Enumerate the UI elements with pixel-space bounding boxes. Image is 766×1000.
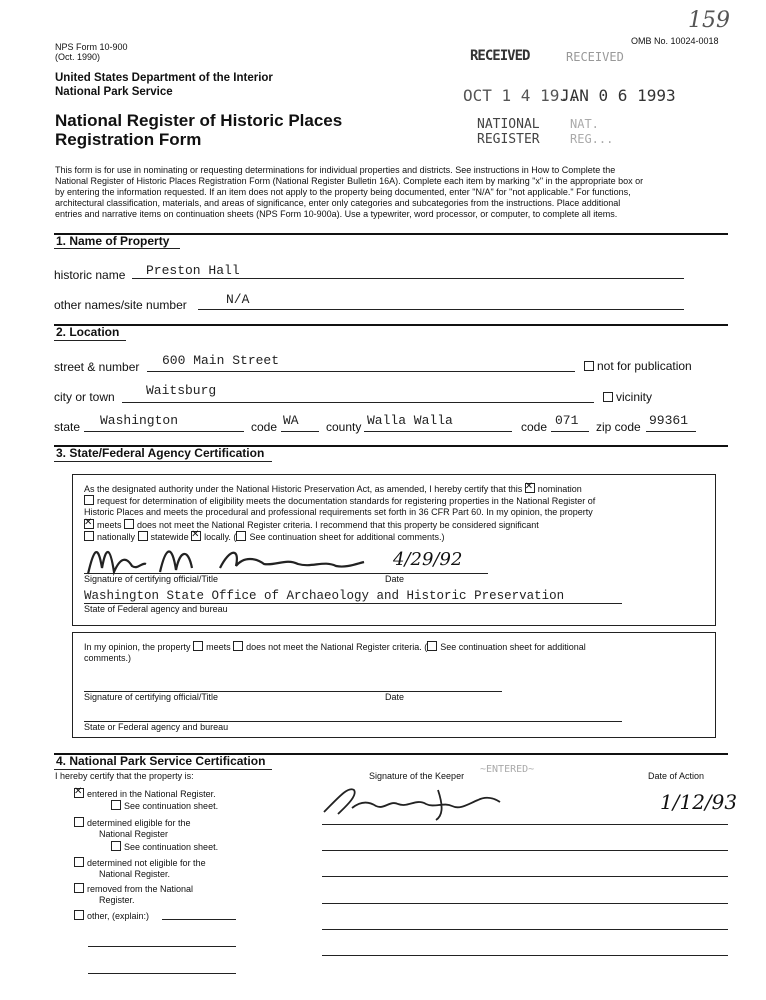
option-other[interactable]: other, (explain:)	[74, 910, 149, 922]
instructions-line2: National Register of Historic Places Registration Form (National Register Bulletin 16A). Complete each item by marking "x" in the appropriate box or	[55, 176, 644, 186]
option-removed-line2: Register.	[99, 895, 135, 905]
state-value: Washington	[100, 413, 179, 428]
eligible-checkbox[interactable]	[74, 817, 84, 827]
date-stamp-left: OCT 1 4 19..	[463, 86, 579, 105]
opinion-continuation-checkbox[interactable]	[427, 641, 437, 651]
city-value: Waitsburg	[146, 383, 217, 398]
form-title-line2: Registration Form	[55, 130, 202, 149]
action-date: 1/12/93	[660, 790, 738, 814]
signature-label: Signature of certifying official/Title	[84, 574, 219, 584]
other-names-label: other names/site number	[54, 298, 187, 312]
determination-checkbox[interactable]	[84, 495, 94, 505]
county-value: Walla Walla	[367, 413, 453, 428]
eligible-continuation-checkbox[interactable]	[111, 841, 121, 851]
state-code-value: WA	[283, 413, 299, 428]
instructions-line1: This form is for use in nominating or requesting determinations for individual properties and districts. See instructions in How to Complete the	[55, 165, 616, 175]
does-not-meet-checkbox[interactable]	[124, 519, 134, 529]
keeper-signature-label: Signature of the Keeper	[369, 771, 465, 781]
section1-heading: 1. Name of Property	[56, 234, 170, 248]
not-for-publication[interactable]: not for publication	[584, 359, 692, 373]
agency-label: State of Federal agency and bureau	[84, 604, 228, 614]
option-not-eligible-line2: National Register.	[99, 869, 171, 879]
opinion-line1: In my opinion, the property meets does not meet the National Register criteria. ( See continuation sheet for additional	[84, 642, 586, 652]
signature-label-2: Signature of certifying official/Title	[84, 692, 219, 702]
department-name: United States Department of the Interior	[55, 72, 273, 84]
opinion-meets-checkbox[interactable]	[193, 641, 203, 651]
street-label: street & number	[54, 360, 140, 374]
county-code-label: code	[521, 420, 548, 434]
form-number: NPS Form 10-900	[55, 42, 128, 52]
date-of-action-label: Date of Action	[648, 771, 705, 781]
vicinity-checkbox[interactable]	[603, 392, 613, 402]
service-name: National Park Service	[55, 86, 173, 98]
instructions-line4: architectural classification, materials, and areas of significance, enter only categories and subcategories from the instructions. Place additional	[55, 198, 621, 208]
option-entered-continuation[interactable]: See continuation sheet.	[111, 800, 218, 812]
historic-name-value: Preston Hall	[146, 263, 240, 278]
instructions-line3: by entering the information requested. If an item does not apply to the property being documented, enter "N/A" for "not applicable." For functions,	[55, 187, 631, 197]
option-entered[interactable]: ✕entered in the National Register.	[74, 788, 216, 800]
zip-label: zip code	[596, 420, 641, 434]
option-not-eligible[interactable]: determined not eligible for the	[74, 857, 206, 869]
city-label: city or town	[54, 390, 115, 404]
form-date: (Oct. 1990)	[55, 52, 101, 62]
option-eligible-continuation[interactable]: See continuation sheet.	[111, 841, 218, 853]
cert-line4: ✕meets does not meet the National Register criteria. I recommend that this property be considered significant	[84, 519, 539, 531]
register-stamp-faded: REG...	[570, 132, 614, 146]
other-checkbox[interactable]	[74, 910, 84, 920]
opinion-does-not-meet-checkbox[interactable]	[233, 641, 243, 651]
date-label-2: Date	[385, 692, 405, 702]
received-stamp-right: RECEIVED	[566, 50, 624, 64]
removed-checkbox[interactable]	[74, 883, 84, 893]
county-label: county	[326, 420, 362, 434]
option-removed[interactable]: removed from the National	[74, 883, 193, 895]
other-names-value: N/A	[226, 292, 250, 307]
entered-checkbox[interactable]	[74, 788, 84, 798]
date-stamp-right: JAN 0 6 1993	[560, 86, 676, 105]
meets-checkbox[interactable]	[84, 519, 94, 529]
omb-number: OMB No. 10024-0018	[631, 36, 719, 46]
nomination-checkbox[interactable]	[525, 483, 535, 493]
cert-line3: Historic Places and meets the procedural and professional requirements set forth in 36 CFR Part 60. In my opinion, the property	[84, 507, 593, 517]
certification-date: 4/29/92	[393, 549, 463, 570]
cert-line5: nationally statewide ✕ locally. ( See continuation sheet for additional comments.)	[84, 531, 445, 543]
section3-heading: 3. State/Federal Agency Certification	[56, 446, 265, 460]
cert-line2: request for determination of eligibility meets the documentation standards for registering properties in the National Register of	[84, 495, 595, 507]
national-stamp: NATIONAL	[477, 117, 540, 132]
date-label: Date	[385, 574, 405, 584]
option-eligible[interactable]: determined eligible for the	[74, 817, 191, 829]
cert-line1: As the designated authority under the National Historic Preservation Act, as amended, I hereby certify that this ✕ nomination	[84, 483, 582, 495]
handwritten-mark: 159	[688, 8, 730, 33]
entered-continuation-checkbox[interactable]	[111, 800, 121, 810]
state-label: state	[54, 420, 81, 434]
historic-name-label: historic name	[54, 268, 126, 282]
zip-value: 99361	[649, 413, 689, 428]
not-eligible-checkbox[interactable]	[74, 857, 84, 867]
instructions-line5: entries and narrative items on continuation sheets (NPS Form 10-900a). Use a typewriter, word processor, or computer, to complete all items.	[55, 209, 618, 219]
state-code-label: code	[251, 420, 278, 434]
faded-stamp: ~ENTERED~	[480, 764, 535, 775]
section4-heading: 4. National Park Service Certification	[56, 754, 266, 768]
agency-value: Washington State Office of Archaeology and Historic Preservation	[84, 589, 565, 603]
national-stamp-faded: NAT.	[570, 117, 599, 131]
street-value: 600 Main Street	[162, 353, 280, 368]
keeper-signature	[318, 778, 508, 822]
section2-heading: 2. Location	[56, 325, 120, 339]
register-stamp: REGISTER	[477, 132, 540, 147]
vicinity[interactable]: vicinity	[603, 390, 652, 404]
agency-label-2: State or Federal agency and bureau	[84, 722, 229, 732]
opinion-line2: comments.)	[84, 653, 132, 663]
form-title-line1: National Register of Historic Places	[55, 111, 343, 130]
received-stamp-left: RECEIVED	[470, 48, 530, 64]
not-for-publication-checkbox[interactable]	[584, 361, 594, 371]
section4-intro: I hereby certify that the property is:	[55, 771, 194, 781]
option-eligible-line2: National Register	[99, 829, 169, 839]
county-code-value: 071	[555, 413, 579, 428]
